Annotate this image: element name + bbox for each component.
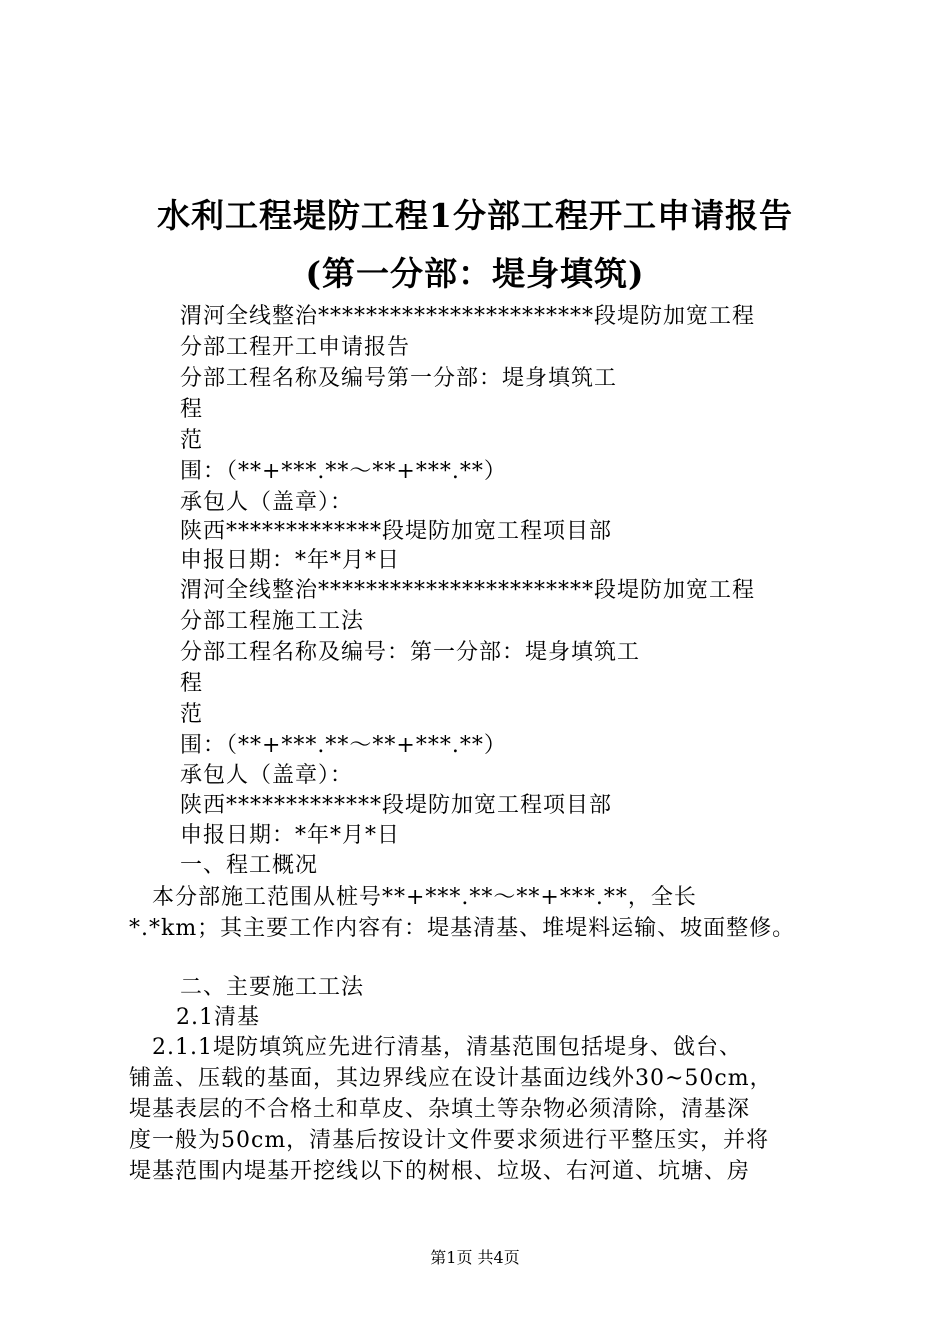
paragraph-line: 2.1.1堤防填筑应先进行清基，清基范围包括堤身、戗台、	[129, 1035, 742, 1060]
overview-line: *.*km；其主要工作内容有：堤基清基、堆堤料运输、坡面整修。	[129, 916, 796, 941]
subsection-heading: 2.1清基	[176, 1005, 260, 1030]
text-line: 范	[180, 428, 204, 453]
paragraph-line: 堤基表层的不合格土和草皮、杂填土等杂物必须清除，清基深	[129, 1097, 751, 1122]
section-heading: 二、主要施工工法	[180, 975, 365, 1000]
text-line: 围：（**+***.**～**+***.**）	[180, 733, 507, 758]
text-line: 渭河全线整治***********************段堤防加宽工程	[180, 304, 756, 329]
text-line: 分部工程名称及编号第一分部：堤身填筑工	[180, 366, 618, 391]
text-line: 围：（**+***.**～**+***.**）	[180, 459, 507, 484]
text-line: 分部工程名称及编号：第一分部：堤身填筑工	[180, 640, 641, 665]
paragraph-line: 铺盖、压载的基面，其边界线应在设计基面边线外30~50cm，	[129, 1066, 773, 1091]
paragraph-line: 堤基范围内堤基开挖线以下的树根、垃圾、右河道、坑塘、房	[129, 1159, 751, 1184]
paragraph-line: 度一般为50cm，清基后按设计文件要求须进行平整压实，并将	[129, 1128, 770, 1153]
text-line: 承包人（盖章）：	[180, 490, 354, 515]
text-line: 申报日期：*年*月*日	[180, 823, 401, 848]
text-line: 分部工程施工工法	[180, 609, 365, 634]
overview-line: 本分部施工范围从桩号**+***.**～**+***.**，全长	[129, 885, 697, 910]
page-subtitle: (第一分部：堤身填筑)	[305, 254, 645, 293]
text-line: 申报日期：*年*月*日	[180, 548, 401, 573]
text-line: 范	[180, 702, 204, 727]
text-line: 分部工程开工申请报告	[180, 335, 411, 360]
text-line: 陕西*************段堤防加宽工程项目部	[180, 519, 613, 544]
text-line: 陕西*************段堤防加宽工程项目部	[180, 793, 613, 818]
section-heading: 一、程工概况	[180, 853, 319, 878]
page-title: 水利工程堤防工程1分部工程开工申请报告	[157, 196, 793, 235]
text-line: 程	[180, 671, 204, 696]
page-number: 第1页 共4页	[430, 1248, 520, 1267]
text-line: 承包人（盖章）：	[180, 763, 354, 788]
text-line: 程	[180, 397, 204, 422]
text-line: 渭河全线整治***********************段堤防加宽工程	[180, 578, 756, 603]
